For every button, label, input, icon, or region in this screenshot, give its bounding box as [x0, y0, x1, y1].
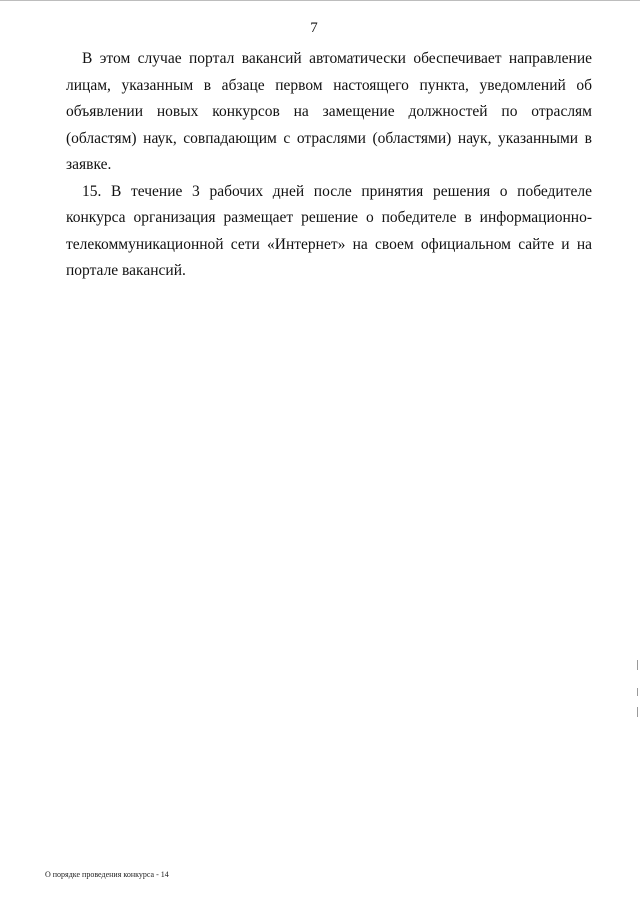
scan-artifact: [637, 660, 638, 670]
footer-reference: О порядке проведения конкурса - 14: [45, 870, 169, 879]
paragraph-item-15: 15. В течение 3 рабочих дней после принятия решения о победителе конкурса организация размещает решение о победителе в информационно-телекоммуникационной сети «Интернет» на своем официальном сайте и на портале вакансий.: [66, 182, 592, 279]
scan-artifact: [637, 707, 638, 717]
scan-top-edge: [0, 0, 640, 1]
page-number: 7: [310, 20, 318, 36]
document-body: [66, 46, 592, 285]
scan-artifact: [637, 688, 638, 696]
paragraph-portal-notification: В этом случае портал вакансий автоматически обеспечивает направление лицам, указанным в абзаце первом настоящего пункта, уведомлений об объявлении новых конкурсов на замещение должностей по отраслям (областям) наук, совпадающим с отраслями (областями) наук, указанными в заявке.: [66, 50, 592, 173]
